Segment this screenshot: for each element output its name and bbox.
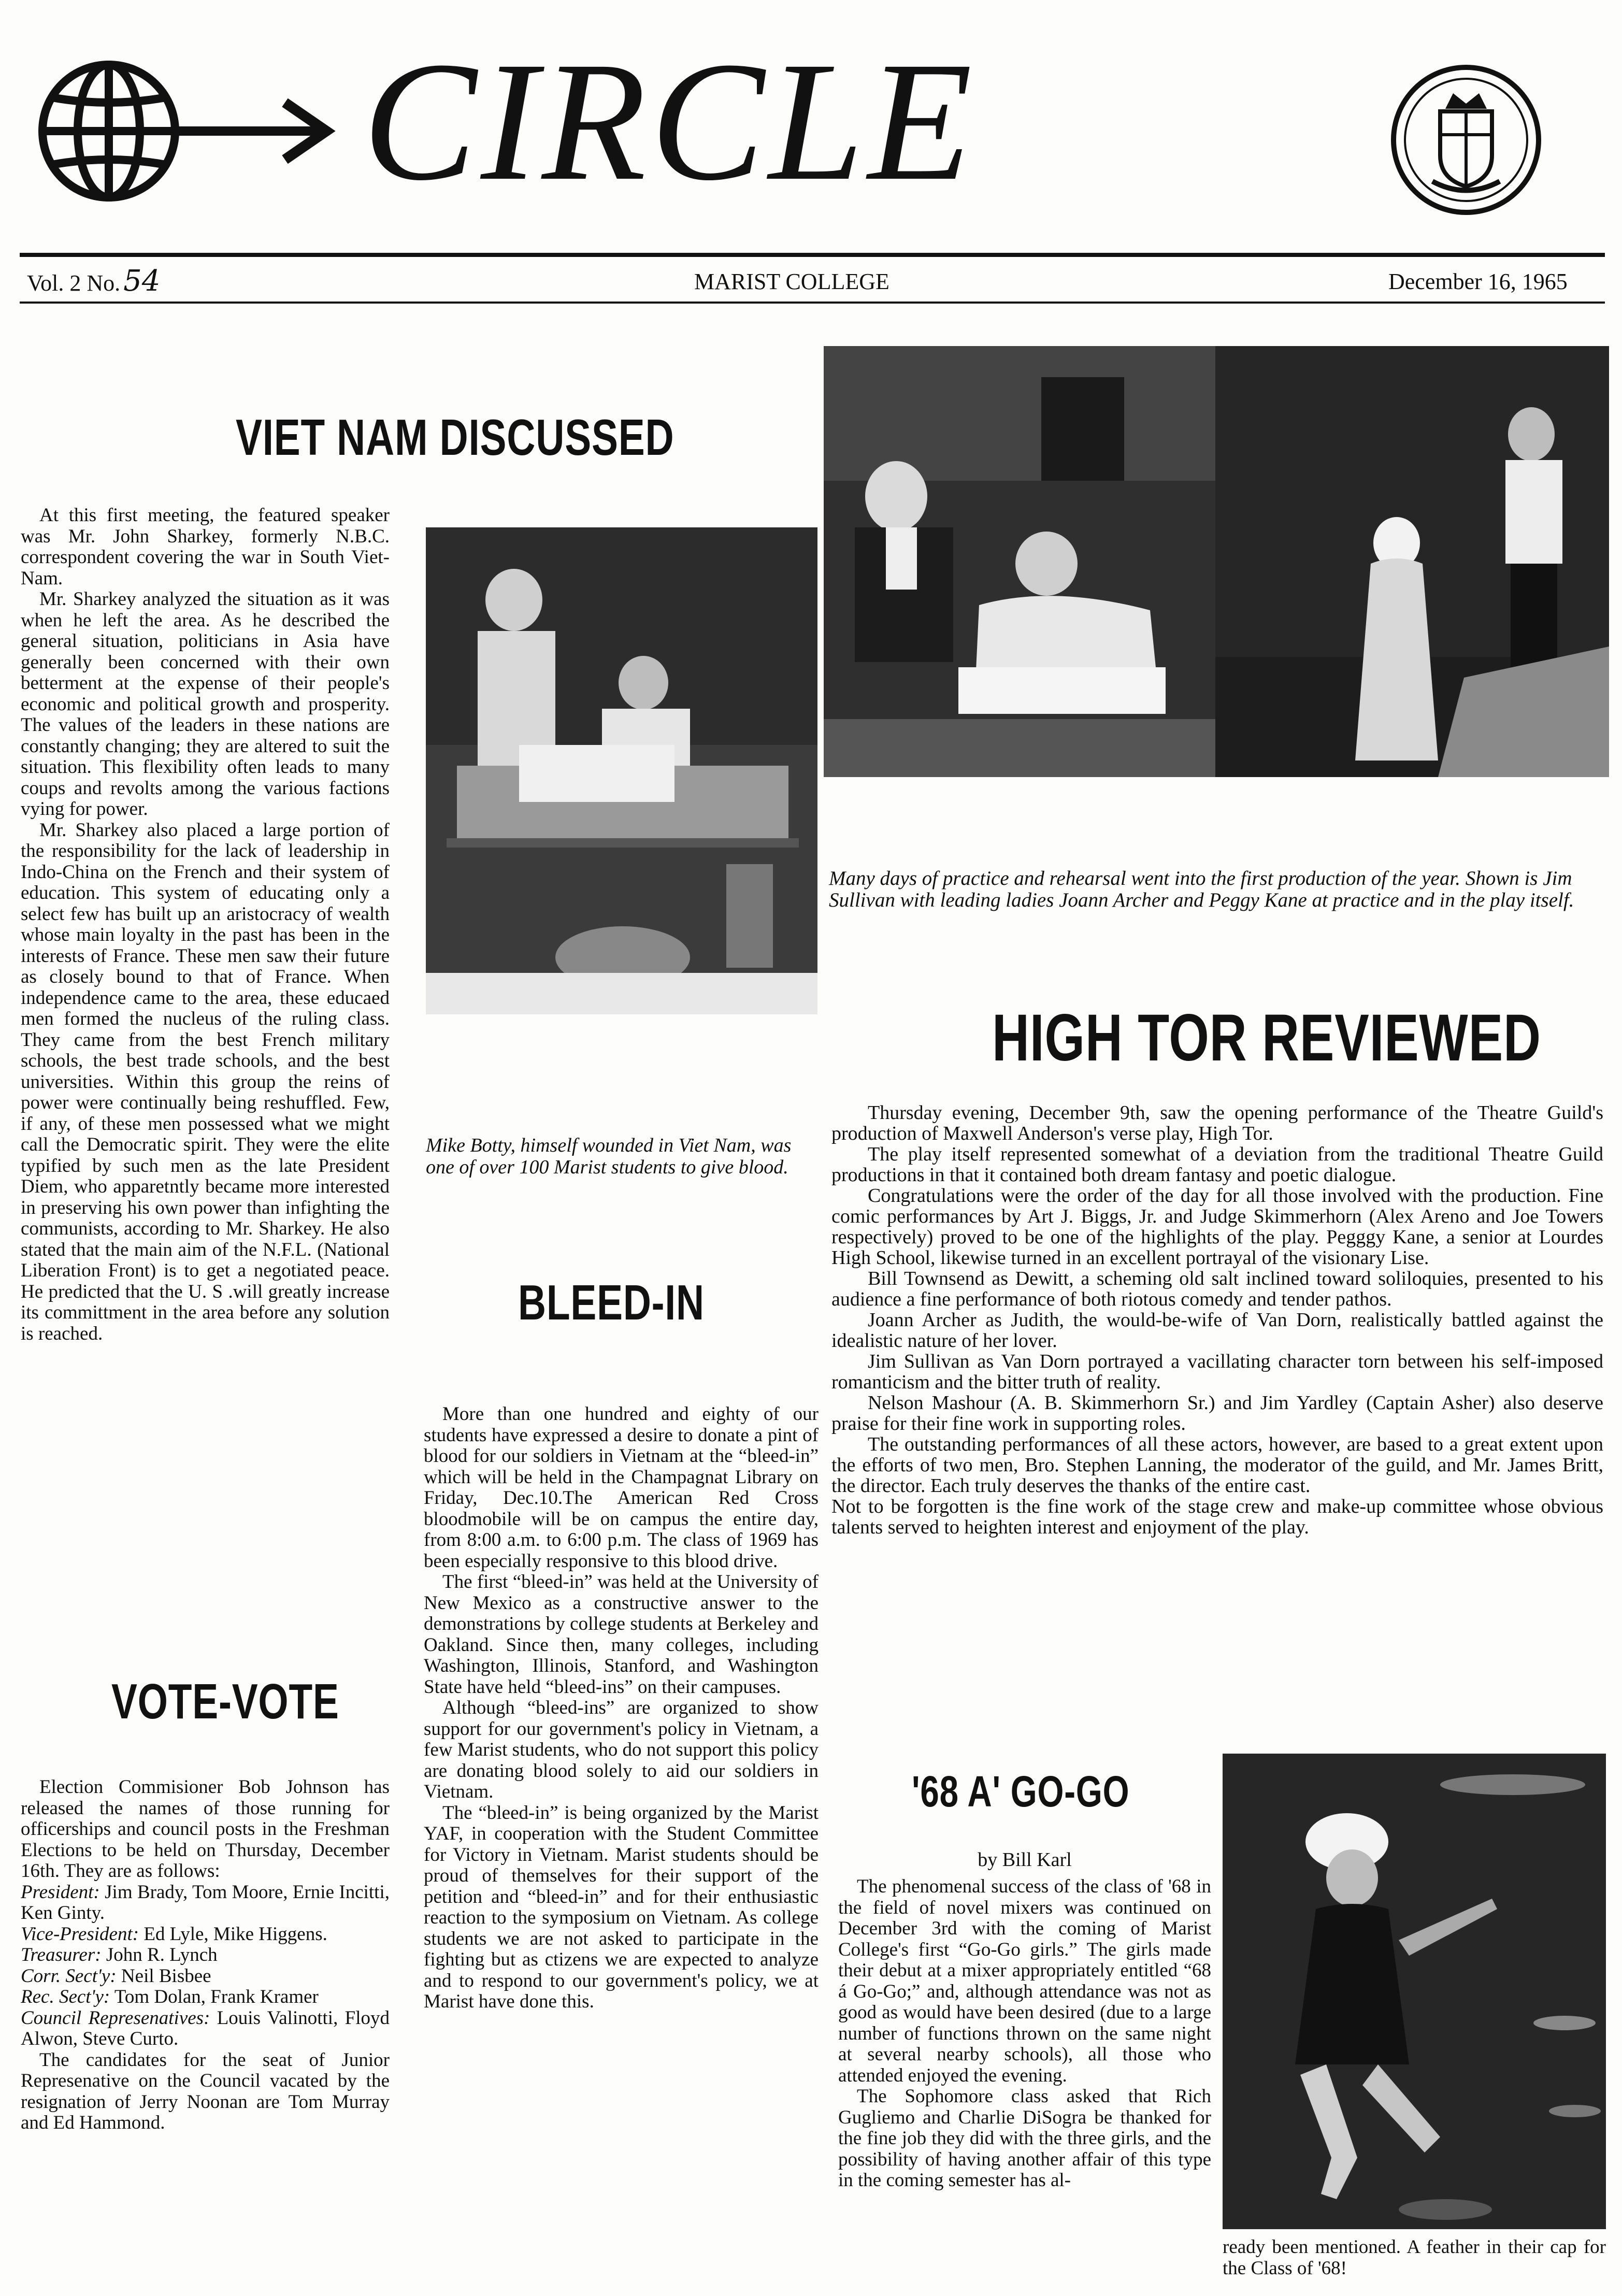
column-vote: [21, 1777, 390, 2285]
paragraph: The outstanding performances of all these actors, however, are based to a great extent upon the efforts of two men, Bro. Stephen Lanning, the moderator of the guild, and Mr. James Britt, the director. Each truly deserves the thanks of the entire cast.: [831, 1433, 1603, 1497]
performance-photo-art: [1215, 346, 1609, 777]
paragraph: Election Commisioner Bob Johnson has released the names of those running for officerships and council posts in the Freshman Elections to be held on Thursday, December 16th. They are as follows:: [21, 1777, 390, 1882]
vote-office-vice-president: Vice-President: Ed Lyle, Mike Higgens.: [21, 1923, 327, 1945]
globe-arrow-icon: [31, 46, 342, 217]
college-name: MARIST COLLEGE: [694, 269, 889, 294]
vote-office-rec-secretary: Rec. Sect'y: Tom Dolan, Frank Kramer: [21, 1986, 319, 2007]
paragraph: Bill Townsend as Dewitt, a scheming old salt inclined toward soliloquies, presented to his audience a fine performance of both riotous comedy and tender pathos.: [831, 1268, 1603, 1310]
paragraph: Mr. Sharkey analyzed the situation as it was when he left the area. As he described the general situation, politicians in Asia have generally been concerned with their own betterment at the expense of their people's economic and political growth and prosperity. The values of the leaders in these nations are constantly changing; they are altered to suit the situation. This flexibility often leads to many coups and revolts among the various factions vying for power.: [21, 589, 390, 820]
headline-viet-nam: VIET NAM DISCUSSED: [236, 409, 674, 466]
paragraph: Although “bleed-ins” are organized to show support for our government's policy in Vietnam, a few Marist students, who do not support this policy are donating blood solely to aid our soldiers in Vietnam.: [424, 1697, 819, 1802]
issue-date: December 16, 1965: [1388, 269, 1568, 294]
masthead-rule-top: [20, 253, 1605, 257]
masthead-title: CIRCLE: [363, 27, 977, 216]
column-viet-nam: [21, 505, 390, 1640]
blood-drive-photo: [426, 527, 817, 1014]
column-bleed-in: [424, 1404, 819, 2285]
rehearsal-photo-art: [824, 346, 1215, 777]
rehearsal-photo: [824, 346, 1215, 777]
headline-high-tor: HIGH TOR REVIEWED: [992, 1001, 1541, 1075]
volume-number: Vol. 2 No. 54: [27, 264, 161, 298]
paragraph: The “bleed-in” is being organized by the Marist YAF, in cooperation with the Student Committee for Victory in Vietnam. Marist students should be proud of themselves for their support of the petition and “bleed-in” and for their enthusiastic reaction to the symposium on Vietnam. As college students we are not asked to participate in the fighting but as ctizens we are expected to analyze and to respond to our government's policy, we at Marist have done this.: [424, 1802, 819, 2012]
paragraph: Congratulations were the order of the day for all those involved with the production. Fine comic performances by Art J. Biggs, Jr. and Judge Skimmerhorn (Alex Areno and Joe Towers respectively) proved to be one of the highlights of the play. Pegggy Kane, a senior at Lourdes High School, likewise turned in an excellent portrayal of the visionary Lise.: [831, 1185, 1603, 1269]
gogo-dancer-photo-art: [1223, 1754, 1606, 2229]
blood-drive-photo-art: [426, 527, 817, 1014]
issue-number: 54: [123, 264, 161, 298]
play-caption: Many days of practice and rehearsal went into the first production of the year. Shown is Jim Sullivan with leading ladies Joann Archer and Peggy Kane at practice and in the play itself.: [829, 867, 1574, 911]
vote-office-president: President: Jim Brady, Tom Moore, Ernie Incitti, Ken Ginty.: [21, 1881, 390, 1924]
blood-drive-caption: Mike Botty, himself wounded in Viet Nam, was one of over 100 Marist students to give blood.: [426, 1135, 792, 1178]
paragraph: Joann Archer as Judith, the would-be-wife of Van Dorn, realistically battled against the idealistic nature of her lover.: [831, 1309, 1603, 1352]
vote-office-treasurer: Treasurer: John R. Lynch: [21, 1944, 218, 1965]
gogo-byline: by Bill Karl: [978, 1849, 1072, 1871]
headline-vote: VOTE-VOTE: [111, 1674, 339, 1729]
masthead-rule-bottom: [20, 302, 1605, 304]
vote-office-corr-secretary: Corr. Sect'y: Neil Bisbee: [21, 1965, 211, 1987]
paragraph: Nelson Mashour (A. B. Skimmerhorn Sr.) and Jim Yardley (Captain Asher) also deserve praise for their fine work in supporting roles.: [831, 1392, 1603, 1434]
gogo-dancer-photo: [1223, 1754, 1606, 2229]
paragraph: The first “bleed-in” was held at the University of New Mexico as a constructive answer to the demonstrations by college students at Berkeley and Oakland. Since then, many colleges, including Washington, Illinois, Stanford, and Washington State have held “bleed-ins” on their campuses.: [424, 1571, 819, 1698]
paragraph: Mr. Sharkey also placed a large portion of the responsibility for the lack of leadership in Indo-China on the French and their system of education. This system of educating only a select few has built up an aristocracy of wealth whose main loyalty in the past has been in the interests of France. These men saw their future as closely bound to that of France. When independence came to the area, these educaed men formed the nucleus of the ruling class. They came from the best French military schools, the best trade schools, and the best universities. Within this group the reins of power were continually being reshuffled. Few, if any, of these men possessed what we might call the Democratic spirit. They were the elite typified by such men as the late President Diem, who apparetntly became more interested in preserving his own power than infighting the communists, according to Mr. Sharkey. He also stated that the main aim of the N.F.L. (National Liberation Front) is to get a negotiated peace. He predicted that the U. S .will greatly increase its committment in the area before any solution is reached.: [21, 819, 390, 1344]
paragraph: The play itself represented somewhat of a deviation from the traditional Theatre Guild productions in that it contained both dream fantasy and poetic dialogue.: [831, 1143, 1603, 1186]
performance-photo: [1215, 346, 1609, 777]
vote-office-council: Council Represenatives: Louis Valinotti, Floyd Alwon, Steve Curto.: [21, 2007, 390, 2049]
headline-bleed-in: BLEED-IN: [518, 1275, 705, 1330]
column-gogo: [838, 1876, 1211, 2286]
headline-gogo: '68 A' GO-GO: [912, 1767, 1130, 1816]
paragraph: Jim Sullivan as Van Dorn portrayed a vacillating character torn between his self-imposed romanticism and the bitter truth of reality.: [831, 1351, 1603, 1393]
column-high-tor: [831, 1102, 1603, 1538]
masthead: [0, 0, 1622, 298]
paragraph: More than one hundred and eighty of our students have expressed a desire to donate a pint of blood for our soldiers in Vietnam at the “bleed-in” which will be held in the Champagnat Library on Friday, Dec.10.The American Red Cross bloodmobile will be on campus the entire day, from 8:00 a.m. to 6:00 p.m. The class of 1969 has been especially responsive to this blood drive.: [424, 1404, 819, 1572]
paragraph: The phenomenal success of the class of '68 in the field of novel mixers was continued on December 3rd with the coming of Marist College's first “Go-Go girls.” The girls made their debut at a mixer appropriately entitled “68 á Go-Go;” and, although attendance was not as good as would have been desired (due to a large number of functions thrown on the same night at several nearby schools), all those who attended enjoyed the evening.: [838, 1876, 1211, 2086]
paragraph: Not to be forgotten is the fine work of the stage crew and make-up committee whose obvious talents served to heighten interest and enjoyment of the play.: [831, 1496, 1603, 1538]
paragraph: The candidates for the seat of Junior Represenative on the Council vacated by the resignation of Jerry Noonan are Tom Murray and Ed Hammond.: [21, 2049, 390, 2133]
paragraph: The Sophomore class asked that Rich Gugliemo and Charlie DiSogra be thanked for the fine job they did with the three girls, and the possibility of having another affair of this type in the coming semester has al-: [838, 2086, 1211, 2191]
college-seal-icon: [1388, 62, 1544, 218]
paragraph: At this first meeting, the featured speaker was Mr. John Sharkey, formerly N.B.C. correspondent covering the war in South Viet-Nam.: [21, 505, 390, 589]
gogo-continuation: ready been mentioned. A feather in their cap for the Class of '68!: [1223, 2236, 1606, 2279]
paragraph: Thursday evening, December 9th, saw the opening performance of the Theatre Guild's production of Maxwell Anderson's verse play, High Tor.: [831, 1102, 1603, 1144]
